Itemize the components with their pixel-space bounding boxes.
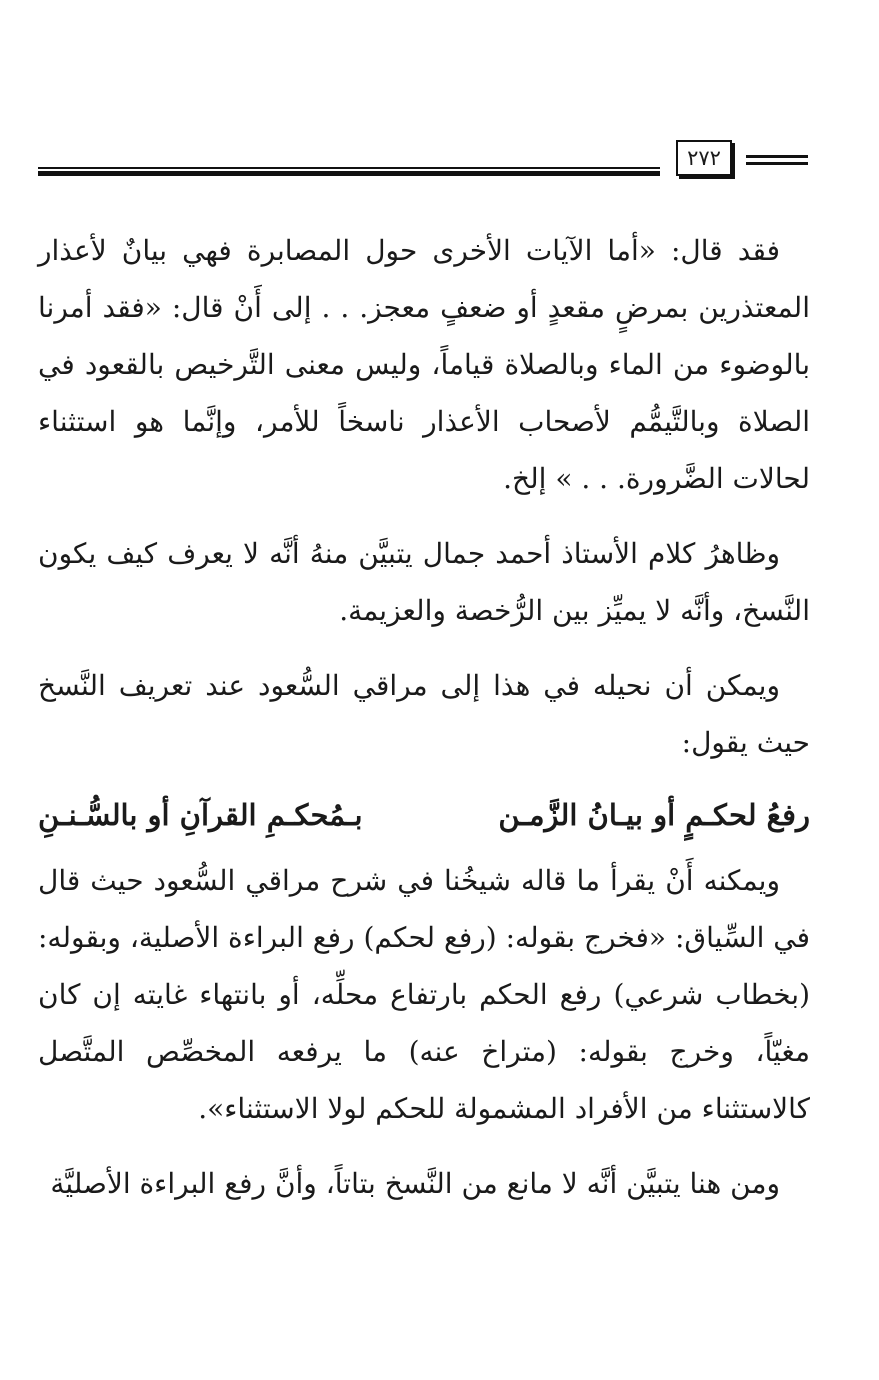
paragraph-sheikh-commentary: ويمكنه أَنْ يقرأ ما قاله شيخُنا في شرح مراقي السُّعود حيث قال في السِّياق: «فخرج بقوله: (رفع لحكم) رفع البراءة الأصلية، وبقوله: (بخطاب شرعي) رفع الحكم بارتفاع محلِّه، أو بانتهاء غايته إن كان مغيّاً، وخرج بقوله: (متراخ عنه) ما يرفعه المخصِّص المتَّصل كالاستثناء من الأفراد المشمولة للحكم لولا الاستثناء».	[38, 864, 811, 1125]
poem-verse	[38, 787, 810, 844]
verse-second-hemistich: بـمُحكـمِ القرآنِ أو بالسُّـنـنِ	[38, 798, 363, 832]
header-rule-long	[38, 167, 660, 177]
paragraph-conclusion: ومن هنا يتبيَّن أنَّه لا مانع من النَّسخ بتاتاً، وأنَّ رفع البراءة الأصليَّة	[50, 1167, 780, 1200]
paragraph-quote: فقد قال: «أما الآيات الأخرى حول المصابرة فهي بيانٌ لأعذار المعتذرين بمرضٍ مقعدٍ أو ضعفٍ معجز. . . إلى أَنْ قال: «فقد أمرنا بالوضوء من الماء وبالصلاة قياماً، وليس معنى التَّرخيص بالقعود في الصلاة وبالتَّيمُّم لأصحاب الأعذار ناسخاً للأمر، وإنَّما هو استثناء لحالات الضَّرورة. . . » إلخ.	[38, 234, 811, 495]
page-header	[38, 140, 808, 182]
header-rule-short	[746, 155, 808, 167]
paragraph-commentary: وظاهرُ كلام الأستاذ أحمد جمال يتبيَّن منهُ أنَّه لا يعرف كيف يكون النَّسخ، وأنَّه لا يميِّز بين الرُّخصة والعزيمة.	[38, 537, 810, 627]
paragraph-reference: ويمكن أن نحيله في هذا إلى مراقي السُّعود عند تعريف النَّسخ حيث يقول:	[38, 669, 810, 759]
page-body	[38, 222, 810, 1212]
page-number: ٢٧٢	[676, 140, 732, 176]
verse-first-hemistich: رفعُ لحكـمٍ أو بيـانُ الزَّمـن	[498, 798, 810, 832]
